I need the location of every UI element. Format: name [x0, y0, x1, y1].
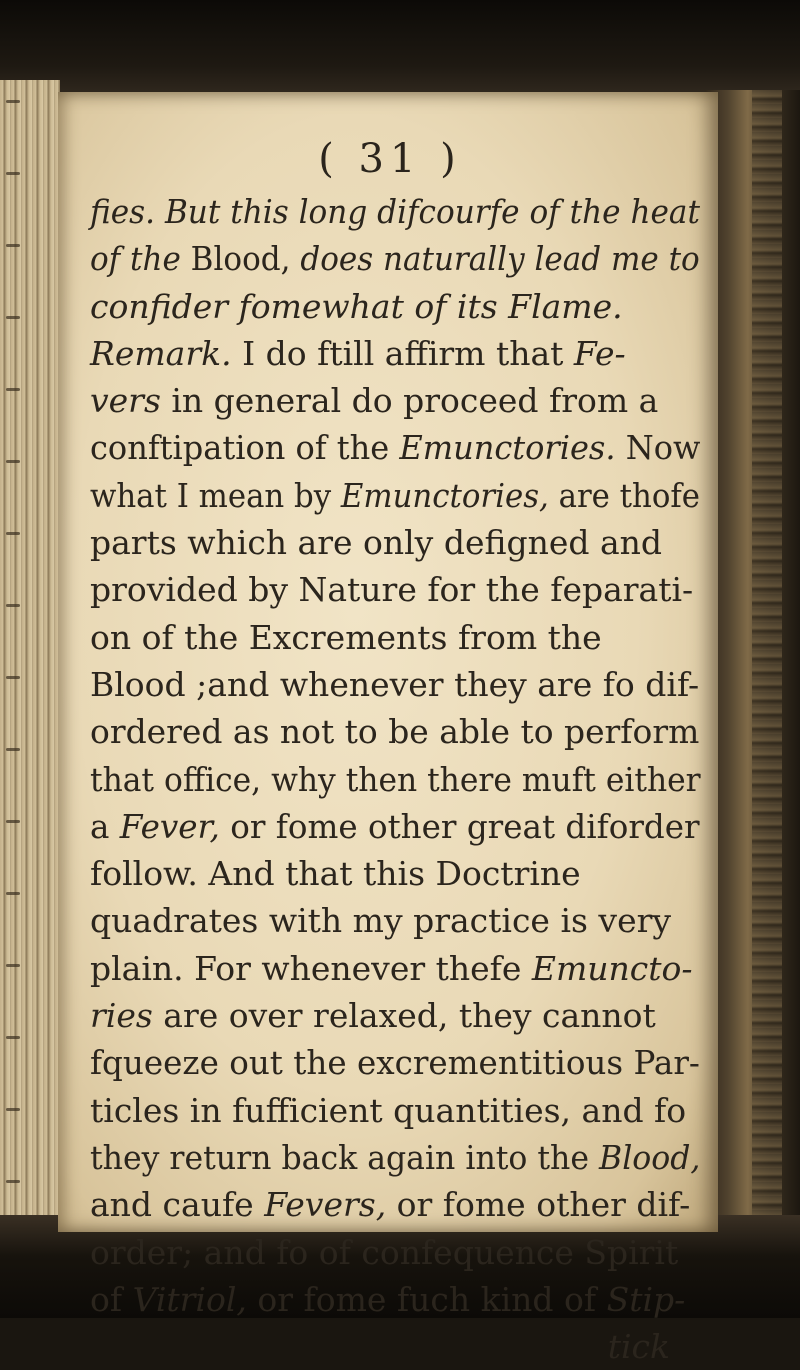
text-line: [90, 566, 700, 613]
roman-run: are thofe: [548, 475, 701, 515]
roman-run: ticles in fufficient quantities, and fo: [90, 1090, 687, 1130]
text-line: [90, 188, 700, 235]
roman-run: provided by Nature for the feparati-: [90, 570, 694, 610]
edge-mark: [6, 532, 20, 535]
edge-mark: [6, 676, 20, 679]
roman-run: and caufe: [90, 1185, 265, 1225]
catchword: tick: [607, 1327, 670, 1367]
text-line: [90, 945, 700, 992]
roman-run: of: [90, 1279, 133, 1319]
text-line: [90, 850, 700, 897]
edge-mark: [6, 1108, 20, 1111]
edge-mark: [6, 172, 20, 175]
roman-run: on of the Excrements from the: [90, 617, 602, 657]
italic-run: Vitriol,: [132, 1279, 247, 1319]
text-line: [90, 472, 701, 519]
book-page: [58, 92, 718, 1367]
italic-run: vers: [90, 381, 161, 421]
edge-mark: [6, 892, 20, 895]
text-line: [90, 992, 700, 1039]
text-line: [90, 897, 700, 944]
roman-run: quadrates with my practice is very: [90, 901, 672, 941]
roman-run: that office, why then there muft either: [90, 759, 701, 799]
edge-mark: [6, 604, 20, 607]
edge-mark: [6, 244, 20, 247]
edge-mark: [6, 460, 20, 463]
edge-mark: [6, 388, 20, 391]
italic-run: does naturally lead me to: [300, 239, 700, 279]
roman-run: are over relaxed, they cannot: [152, 996, 656, 1036]
italic-run: Emuncto-: [531, 948, 693, 988]
roman-run: follow. And that this Doctrine: [90, 854, 581, 894]
text-line: [90, 1276, 700, 1323]
roman-run: fqueeze out the excrementitious Par-: [90, 1043, 700, 1083]
roman-run: Blood,: [190, 239, 301, 279]
edge-mark: [6, 1180, 20, 1183]
text-line: [90, 1229, 700, 1276]
edge-mark: [6, 316, 20, 319]
roman-run: I do ftill affirm that: [231, 333, 574, 373]
text-line: [90, 424, 701, 471]
italic-run: Emunctories.: [399, 428, 616, 468]
text-line: [90, 661, 700, 708]
roman-run: Now: [615, 428, 701, 468]
italic-run: Stip-: [606, 1279, 686, 1319]
right-edge-strip: [752, 90, 782, 1250]
text-line: [90, 708, 699, 755]
edge-mark: [6, 820, 20, 823]
text-line: [90, 1134, 701, 1181]
text-line: [90, 330, 700, 377]
roman-run: ordered as not to be able to perform: [90, 712, 700, 752]
roman-run: conftipation of the: [90, 428, 400, 468]
edge-mark: [6, 100, 20, 103]
roman-run: Blood ;and whenever they are fo dif-: [90, 664, 700, 704]
italic-run: ries: [90, 996, 153, 1036]
roman-run: [155, 192, 165, 231]
roman-run: they return back again into the: [90, 1137, 600, 1177]
body-text: [90, 188, 700, 1370]
text-line: [90, 1181, 700, 1228]
italic-run: Fe-: [573, 333, 626, 373]
left-edge-marks: [0, 80, 60, 1250]
italic-run: confider fomewhat of its Flame.: [90, 286, 623, 326]
roman-run: plain. For whenever thefe: [90, 948, 532, 988]
text-line: [90, 235, 700, 282]
italic-run: Emunctories,: [340, 475, 549, 515]
italic-run: Fever,: [119, 806, 220, 846]
roman-run: parts which are only defigned and: [90, 523, 663, 563]
text-line: [90, 614, 700, 661]
text-line: [90, 283, 700, 330]
italic-run: But this long difcourfe of the heat: [164, 192, 700, 231]
roman-run: order; and fo of confequence Spirit: [90, 1232, 679, 1272]
italic-run: fies.: [90, 192, 156, 231]
text-line: [90, 1087, 700, 1134]
italic-run: Blood,: [599, 1137, 701, 1177]
text-line: [90, 1039, 700, 1086]
roman-run: or fome fuch kind of: [246, 1279, 607, 1319]
roman-run: in general do proceed from a: [160, 381, 659, 421]
italic-run: Fevers,: [264, 1185, 387, 1225]
italic-run: of the: [90, 239, 191, 279]
roman-run: or fome other great diforder: [219, 806, 700, 846]
page-number: ( 31 ): [318, 136, 462, 182]
italic-run: Remark.: [90, 333, 232, 373]
roman-run: a: [90, 806, 120, 846]
edge-mark: [6, 748, 20, 751]
text-line: [90, 377, 700, 424]
text-line: [90, 519, 700, 566]
roman-run: what I mean by: [90, 475, 341, 515]
roman-run: or fome other dif-: [386, 1185, 691, 1225]
edge-mark: [6, 1036, 20, 1039]
text-line: [90, 803, 700, 850]
text-line: [90, 756, 701, 803]
edge-mark: [6, 964, 20, 967]
